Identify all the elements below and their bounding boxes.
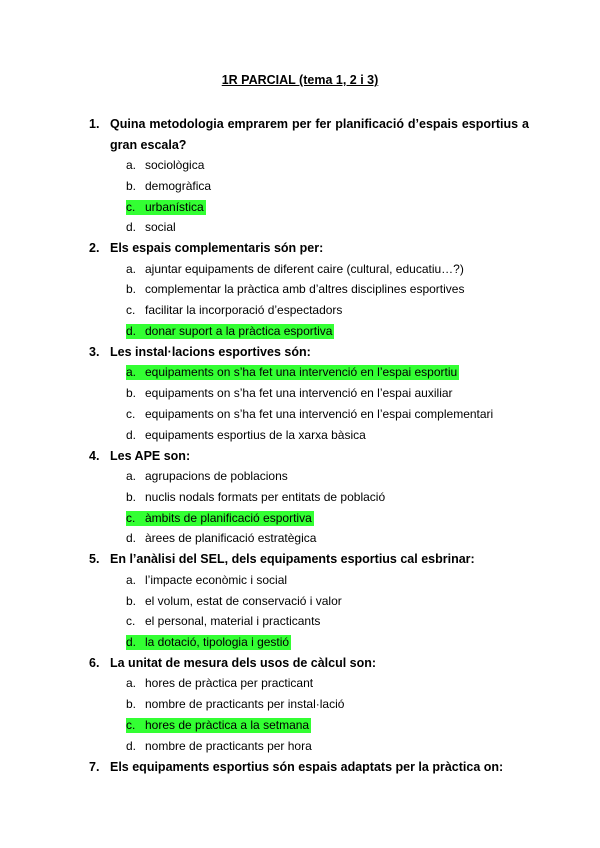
- question-3: [89, 342, 529, 363]
- answer-option: [89, 362, 529, 383]
- answer-body: [126, 739, 314, 754]
- correct-answer-highlight: [126, 365, 459, 380]
- answer-option: [89, 217, 529, 238]
- answer-letter: a.: [126, 261, 137, 276]
- answer-options: [89, 673, 529, 756]
- question-list: [89, 114, 529, 777]
- answer-text: el volum, estat de conservació i valor: [145, 593, 342, 608]
- answer-option: [89, 259, 529, 280]
- answer-body: [126, 407, 495, 422]
- answer-option: [89, 694, 529, 715]
- answer-letter: c.: [126, 406, 136, 421]
- answer-text: demogràfica: [145, 178, 212, 193]
- answer-text: donar suport a la pràctica esportiva: [145, 324, 333, 339]
- answer-option: [89, 715, 529, 736]
- correct-answer-highlight: [126, 511, 314, 526]
- answer-body: [126, 428, 368, 443]
- question-1: [89, 114, 529, 155]
- answer-body: [126, 594, 344, 609]
- answer-body: [126, 262, 466, 277]
- answer-letter: c.: [126, 510, 136, 525]
- answer-letter: d.: [126, 635, 137, 650]
- question-text: Les instal·lacions esportives són:: [110, 344, 311, 359]
- correct-answer-highlight: [126, 200, 206, 215]
- answer-text: facilitar la incorporació d’espectadors: [145, 303, 343, 318]
- answer-letter: b.: [126, 697, 137, 712]
- answer-letter: a.: [126, 676, 137, 691]
- answer-options: [89, 466, 529, 549]
- document-title: 1R PARCIAL (tema 1, 2 i 3): [221, 73, 379, 87]
- question-text: Els espais complementaris són per:: [110, 241, 324, 256]
- answer-text: nombre de practicants per hora: [145, 738, 312, 753]
- correct-answer-highlight: [126, 718, 311, 733]
- answer-text: complementar la pràctica amb d’altres disciplines esportives: [145, 282, 465, 297]
- answer-letter: c.: [126, 718, 136, 733]
- answer-body: [126, 282, 466, 297]
- question-number: 4.: [89, 448, 100, 463]
- answer-text: àrees de planificació estratègica: [145, 531, 317, 546]
- answer-letter: b.: [126, 386, 137, 401]
- question-7: [89, 757, 529, 778]
- question-4: [89, 446, 529, 467]
- question-number: 7.: [89, 759, 100, 774]
- answer-body: [126, 469, 290, 484]
- question-text: Quina metodologia emprarem per fer planificació d’espais esportius a gran escala?: [110, 117, 529, 152]
- answer-option: [89, 673, 529, 694]
- question-2: [89, 238, 529, 259]
- question-text: Els equipaments esportius són espais adaptats per la pràctica on:: [110, 759, 504, 774]
- answer-text: equipaments esportius de la xarxa bàsica: [145, 427, 366, 442]
- answer-letter: a.: [126, 365, 137, 380]
- answer-letter: d.: [126, 324, 137, 339]
- question-number: 6.: [89, 655, 100, 670]
- answer-letter: d.: [126, 531, 137, 546]
- answer-text: àmbits de planificació esportiva: [145, 510, 312, 525]
- answer-body: [126, 158, 206, 173]
- answer-text: sociològica: [145, 158, 205, 172]
- answer-option: [89, 321, 529, 342]
- answer-text: equipaments on s’ha fet una intervenció en l’espai auxiliar: [145, 386, 453, 401]
- answer-text: nuclis nodals formats per entitats de població: [145, 489, 386, 504]
- answer-letter: c.: [126, 614, 136, 629]
- answer-letter: b.: [126, 178, 137, 193]
- question-text: Les APE son:: [110, 448, 191, 463]
- answer-letter: b.: [126, 282, 137, 297]
- answer-option: [89, 528, 529, 549]
- answer-letter: c.: [126, 199, 136, 214]
- answer-option: [89, 508, 529, 529]
- answer-option: [89, 487, 529, 508]
- answer-body: [126, 676, 315, 691]
- answer-option: [89, 466, 529, 487]
- answer-body: [126, 697, 346, 712]
- correct-answer-highlight: [126, 635, 291, 650]
- answer-text: equipaments on s’ha fet una intervenció en l’espai complementari: [145, 406, 494, 421]
- answer-body: [126, 614, 322, 629]
- answer-body: [126, 179, 213, 194]
- answer-body: [126, 573, 289, 588]
- answer-body: [126, 386, 455, 401]
- answer-option: [89, 611, 529, 632]
- answer-option: [89, 176, 529, 197]
- answer-option: [89, 197, 529, 218]
- answer-option: [89, 736, 529, 757]
- answer-body: [126, 531, 318, 546]
- answer-letter: d.: [126, 220, 137, 235]
- answer-body: [126, 490, 387, 505]
- answer-text: social: [145, 220, 176, 235]
- answer-body: [126, 303, 344, 318]
- answer-option: [89, 425, 529, 446]
- answer-letter: d.: [126, 427, 137, 442]
- question-number: 1.: [89, 117, 100, 131]
- answer-text: agrupacions de poblacions: [145, 469, 288, 484]
- answer-text: hores de pràctica a la setmana: [145, 718, 310, 733]
- answer-options: [89, 362, 529, 445]
- answer-text: hores de pràctica per practicant: [145, 676, 314, 691]
- answer-option: [89, 383, 529, 404]
- question-number: 3.: [89, 344, 100, 359]
- question-number: 5.: [89, 552, 100, 567]
- answer-letter: a.: [126, 469, 137, 484]
- answer-option: [89, 570, 529, 591]
- answer-letter: a.: [126, 572, 137, 587]
- answer-option: [89, 155, 529, 176]
- answer-letter: b.: [126, 489, 137, 504]
- answer-option: [89, 591, 529, 612]
- answer-letter: a.: [126, 158, 137, 172]
- correct-answer-highlight: [126, 324, 334, 339]
- answer-letter: b.: [126, 593, 137, 608]
- answer-text: l’impacte econòmic i social: [145, 572, 288, 587]
- answer-letter: c.: [126, 303, 136, 318]
- answer-option: [89, 404, 529, 425]
- answer-option: [89, 632, 529, 653]
- answer-text: la dotació, tipologia i gestió: [145, 635, 290, 650]
- answer-letter: d.: [126, 738, 137, 753]
- answer-option: [89, 300, 529, 321]
- answer-option: [89, 279, 529, 300]
- answer-options: [89, 155, 529, 238]
- question-text: La unitat de mesura dels usos de càlcul son:: [110, 655, 377, 670]
- answer-text: nombre de practicants per instal·lació: [145, 697, 345, 712]
- question-number: 2.: [89, 241, 100, 256]
- question-text: En l’anàlisi del SEL, dels equipaments esportius cal esbrinar:: [110, 552, 475, 567]
- answer-text: el personal, material i practicants: [145, 614, 321, 629]
- answer-text: urbanística: [145, 199, 204, 214]
- answer-text: ajuntar equipaments de diferent caire (cultural, educatiu…?): [145, 261, 464, 276]
- question-6: [89, 653, 529, 674]
- answer-options: [89, 570, 529, 653]
- answer-options: [89, 259, 529, 342]
- answer-body: [126, 220, 178, 235]
- answer-text: equipaments on s’ha fet una intervenció en l’espai esportiu: [145, 365, 458, 380]
- question-5: [89, 549, 529, 570]
